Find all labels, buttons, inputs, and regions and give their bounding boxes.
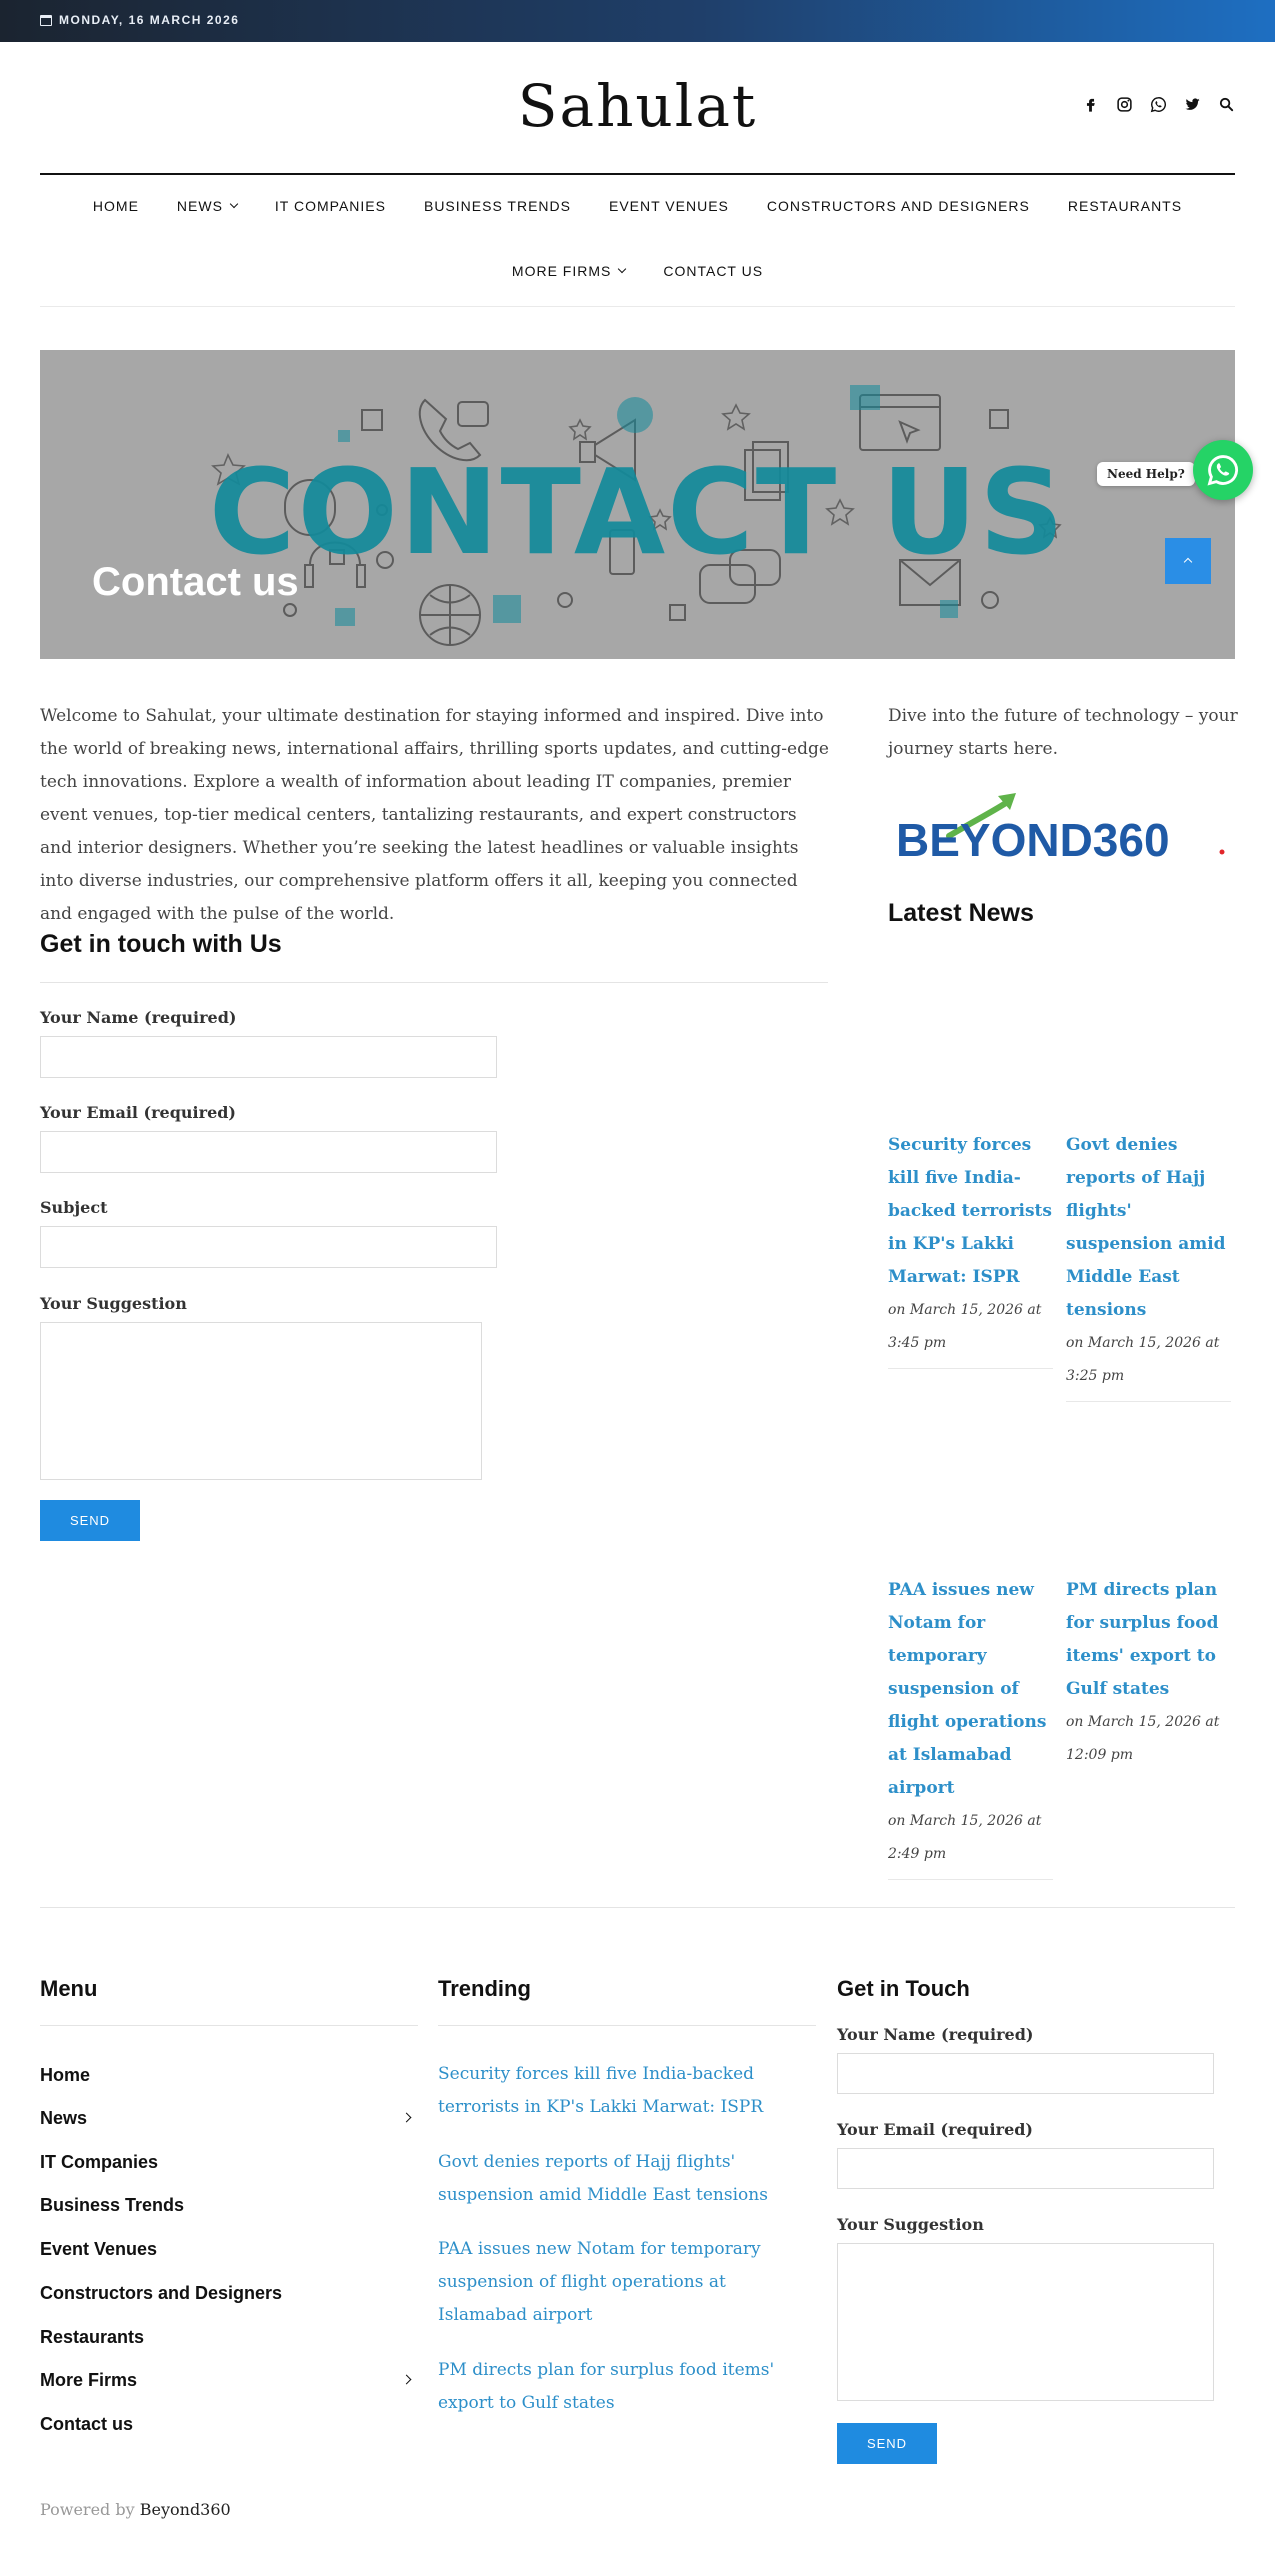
section-divider xyxy=(40,982,828,983)
footer-touch-heading: Get in Touch xyxy=(837,1976,970,2001)
footer-menu-restaurants[interactable]: Restaurants xyxy=(40,2327,145,2347)
footer-menu-it-companies[interactable]: IT Companies xyxy=(40,2152,159,2172)
nav-bottom-rule xyxy=(40,306,1235,307)
nav-event-venues[interactable]: EVENT VENUES xyxy=(608,198,729,214)
nav-news[interactable]: NEWS xyxy=(158,198,256,214)
news-title[interactable]: Govt denies reports of Hajj flights' suspension amid Middle East tensions xyxy=(1066,1135,1226,1320)
email-label: Your Email (required) xyxy=(40,1103,236,1122)
touch-name-field[interactable] xyxy=(837,2053,1214,2094)
footer-trending-heading: Trending xyxy=(438,1976,531,2001)
social-links xyxy=(1082,96,1235,113)
powered-prefix: Powered by xyxy=(40,2500,135,2519)
scroll-to-top-button[interactable] xyxy=(1165,538,1211,584)
sidebar-tagline: Dive into the future of technology – your journey starts here. xyxy=(888,706,1238,759)
news-item[interactable] xyxy=(1066,1129,1231,1402)
footer-menu-more-firms[interactable]: More Firms xyxy=(40,2370,418,2391)
instagram-icon[interactable] xyxy=(1116,96,1133,113)
footer-trending-rule xyxy=(438,2025,816,2026)
footer-menu-business-trends[interactable]: Business Trends xyxy=(40,2195,185,2215)
footer-menu-heading: Menu xyxy=(40,1976,98,2001)
hero-banner-text: CONTACT US xyxy=(208,443,1067,581)
date-display xyxy=(40,13,239,27)
whatsapp-chat-button[interactable] xyxy=(1193,440,1253,500)
news-title[interactable]: PAA issues new Notam for temporary suspension of flight operations at Islamabad airport xyxy=(888,1580,1047,1798)
beyond360-logo[interactable] xyxy=(894,786,1229,866)
name-label: Your Name (required) xyxy=(40,1008,237,1027)
chevron-right-icon xyxy=(402,2113,412,2123)
powered-brand-link[interactable]: Beyond360 xyxy=(139,2500,231,2519)
touch-suggestion-label: Your Suggestion xyxy=(837,2215,984,2234)
powered-by xyxy=(40,2500,231,2519)
news-item[interactable] xyxy=(1066,1574,1231,1772)
trending-link[interactable]: PAA issues new Notam for temporary suspension of flight operations at Islamabad airport xyxy=(438,2239,761,2325)
calendar-icon xyxy=(40,15,52,26)
news-item[interactable] xyxy=(888,1574,1053,1880)
whatsapp-icon xyxy=(1206,453,1240,487)
subject-label: Subject xyxy=(40,1198,108,1217)
news-date: on March 15, 2026 at 3:25 pm xyxy=(1066,1335,1220,1384)
facebook-icon[interactable] xyxy=(1082,96,1099,113)
nav-restaurants[interactable]: RESTAURANTS xyxy=(1067,198,1183,214)
footer-menu-rule xyxy=(40,2025,418,2026)
chevron-right-icon xyxy=(402,2375,412,2385)
footer-divider xyxy=(40,1907,1235,1908)
suggestion-label: Your Suggestion xyxy=(40,1294,187,1313)
news-date: on March 15, 2026 at 2:49 pm xyxy=(888,1813,1042,1862)
trending-link[interactable]: Govt denies reports of Hajj flights' suspension amid Middle East tensions xyxy=(438,2152,768,2205)
suggestion-textarea[interactable] xyxy=(40,1322,482,1480)
contact-form-heading: Get in touch with Us xyxy=(40,930,282,958)
nav-home[interactable]: HOME xyxy=(92,198,139,214)
touch-suggestion-textarea[interactable] xyxy=(837,2243,1214,2401)
page-title: Contact us xyxy=(92,560,299,604)
whatsapp-icon[interactable] xyxy=(1150,96,1167,113)
footer-menu-news[interactable]: News xyxy=(40,2108,418,2129)
chevron-down-icon xyxy=(618,265,626,273)
nav-contact-us[interactable]: CONTACT US xyxy=(663,263,764,279)
email-field[interactable] xyxy=(40,1131,497,1173)
news-divider xyxy=(888,1368,1053,1369)
news-item[interactable] xyxy=(888,1129,1053,1369)
nav-more-firms[interactable]: MORE FIRMS xyxy=(493,263,644,279)
news-date: on March 15, 2026 at 12:09 pm xyxy=(1066,1714,1220,1763)
nav-it-companies[interactable]: IT COMPANIES xyxy=(274,198,386,214)
main-nav-row2 xyxy=(0,263,1275,279)
news-date: on March 15, 2026 at 3:45 pm xyxy=(888,1302,1042,1351)
footer-menu-event-venues[interactable]: Event Venues xyxy=(40,2239,158,2259)
main-nav xyxy=(0,198,1275,214)
top-bar xyxy=(0,0,1275,42)
news-title[interactable]: Security forces kill five India-backed terrorists in KP's Lakki Marwat: ISPR xyxy=(888,1135,1052,1287)
trending-link[interactable]: PM directs plan for surplus food items' export to Gulf states xyxy=(438,2360,775,2413)
send-button[interactable]: SEND xyxy=(40,1500,140,1541)
twitter-icon[interactable] xyxy=(1184,96,1201,113)
chevron-down-icon xyxy=(230,200,238,208)
footer-menu-contact-us[interactable]: Contact us xyxy=(40,2414,134,2434)
nav-business-trends[interactable]: BUSINESS TRENDS xyxy=(423,198,571,214)
news-divider xyxy=(1066,1401,1231,1402)
subject-field[interactable] xyxy=(40,1226,497,1268)
whatsapp-help-bubble[interactable]: Need Help? xyxy=(1097,462,1195,486)
news-title[interactable]: PM directs plan for surplus food items' export to Gulf states xyxy=(1066,1580,1219,1699)
footer-menu-constructors-designers[interactable]: Constructors and Designers xyxy=(40,2283,283,2303)
name-field[interactable] xyxy=(40,1036,497,1078)
search-icon[interactable] xyxy=(1218,96,1235,113)
nav-top-rule xyxy=(40,173,1235,175)
nav-constructors-designers[interactable]: CONSTRUCTORS AND DESIGNERS xyxy=(766,198,1030,214)
site-logo[interactable]: Sahulat xyxy=(517,72,758,140)
news-divider xyxy=(888,1879,1053,1880)
touch-name-label: Your Name (required) xyxy=(837,2025,1034,2044)
footer-menu-home[interactable]: Home xyxy=(40,2065,91,2085)
touch-email-label: Your Email (required) xyxy=(837,2120,1033,2139)
date-text: MONDAY, 16 MARCH 2026 xyxy=(59,13,240,27)
latest-news-heading: Latest News xyxy=(888,899,1034,927)
trending-link[interactable]: Security forces kill five India-backed terrorists in KP's Lakki Marwat: ISPR xyxy=(438,2064,764,2117)
touch-send-button[interactable]: SEND xyxy=(837,2423,937,2464)
beyond360-logo-text: BEYOND360 xyxy=(896,814,1170,866)
hero-banner xyxy=(40,350,1235,659)
intro-paragraph: Welcome to Sahulat, your ultimate destination for staying informed and inspired. Dive into the world of breaking news, international affairs, thrilling sports updates, and cutting-edge tech innovations. Explore a wealth of information about leading IT companies, premier event venues, top-tier medical centers, tantalizing restaurants, and expert constructors and interior designers. Whether you’re seeking the latest headlines or valuable insights into diverse industries, our comprehensive platform offers it all, keeping you connected and engaged with the pulse of the world. xyxy=(40,706,829,924)
touch-email-field[interactable] xyxy=(837,2148,1214,2189)
